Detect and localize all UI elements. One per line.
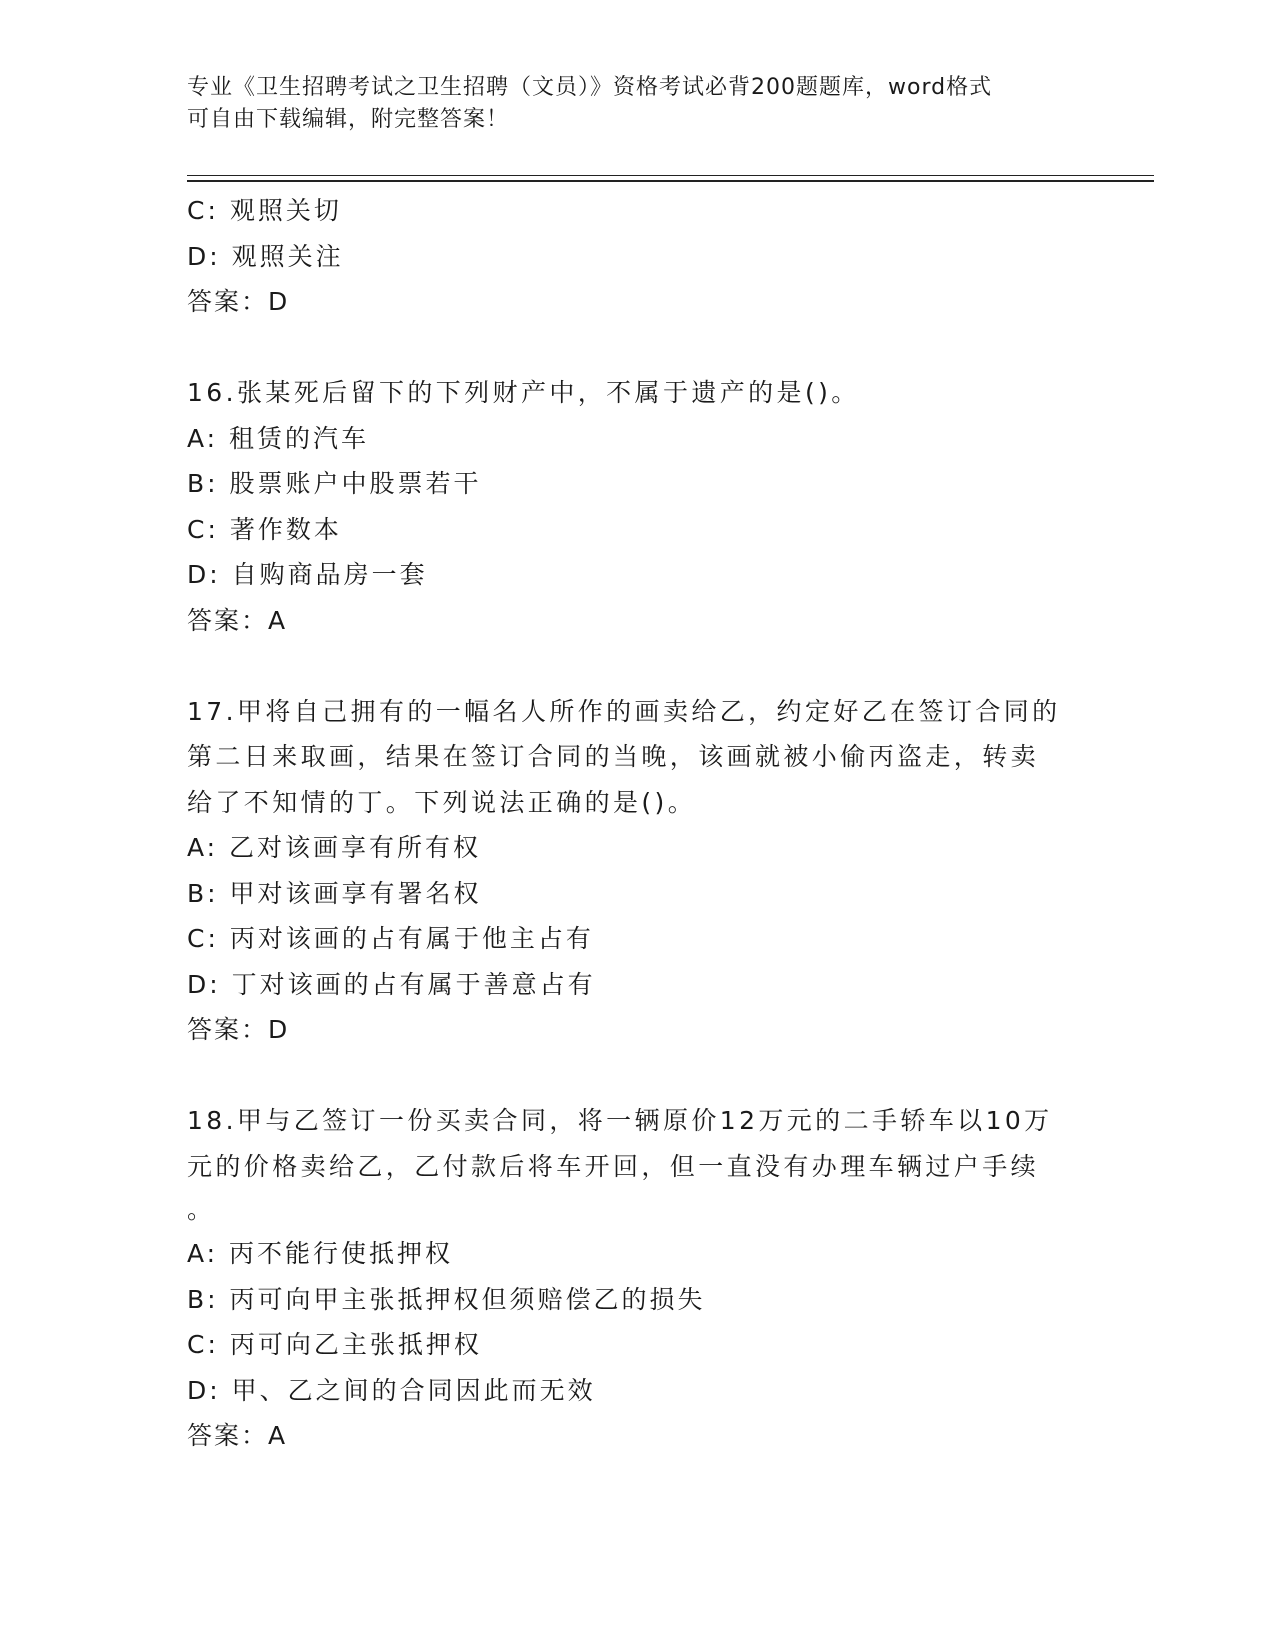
option-b: B: 股票账户中股票若干	[187, 469, 482, 498]
header-divider-thin	[187, 175, 1154, 176]
question-stem: 17.甲将自己拥有的一幅名人所作的画卖给乙，约定好乙在签订合同的	[187, 696, 1061, 726]
previous-question-tail	[187, 188, 1087, 325]
option-b: B: 甲对该画享有署名权	[187, 878, 482, 908]
document-header	[187, 72, 1087, 136]
question-stem: 18.甲与乙签订一份买卖合同，将一辆原价12万元的二手轿车以10万	[187, 1106, 1053, 1135]
option-c: C: 著作数本	[187, 514, 342, 544]
question-list	[187, 188, 1087, 1459]
header-line-2: 可自由下载编辑，附完整答案！	[187, 107, 510, 132]
answer-line: 答案：D	[187, 1015, 290, 1044]
answer-line: 答案：A	[187, 605, 288, 635]
header-line-1: 专业《卫生招聘考试之卫生招聘（文员）》资格考试必背200题题库，word格式	[187, 75, 993, 100]
option-c: C: 丙可向乙主张抵押权	[187, 1330, 482, 1359]
answer-line: 答案：D	[187, 287, 290, 316]
option-a: A: 丙不能行使抵押权	[187, 1239, 454, 1268]
spacer	[187, 643, 1087, 689]
question-16	[187, 370, 1087, 643]
option-c: C: 丙对该画的占有属于他主占有	[187, 924, 594, 953]
option-d: D: 甲、乙之间的合同因此而无效	[187, 1375, 596, 1405]
header-divider-thick	[187, 180, 1154, 182]
option-c: C: 观照关切	[187, 196, 342, 225]
question-17	[187, 689, 1087, 1053]
option-d: D: 自购商品房一套	[187, 560, 428, 589]
question-stem: 第二日来取画，结果在签订合同的当晚，该画就被小偷丙盗走，转卖	[187, 742, 1040, 771]
spacer	[187, 1053, 1087, 1099]
question-18	[187, 1098, 1087, 1459]
option-a: A: 乙对该画享有所有权	[187, 833, 482, 862]
question-stem: 。	[187, 1195, 216, 1224]
question-stem: 16.张某死后留下的下列财产中，不属于遗产的是()。	[187, 378, 860, 407]
question-stem: 给了不知情的丁。下列说法正确的是()。	[187, 787, 697, 817]
question-stem: 元的价格卖给乙，乙付款后将车开回，但一直没有办理车辆过户手续	[187, 1151, 1040, 1181]
answer-line: 答案：A	[187, 1421, 288, 1450]
spacer	[187, 325, 1087, 371]
option-a: A: 租赁的汽车	[187, 423, 370, 453]
option-d: D: 丁对该画的占有属于善意占有	[187, 969, 596, 999]
option-d: D: 观照关注	[187, 241, 344, 271]
option-b: B: 丙可向甲主张抵押权但须赔偿乙的损失	[187, 1284, 706, 1314]
